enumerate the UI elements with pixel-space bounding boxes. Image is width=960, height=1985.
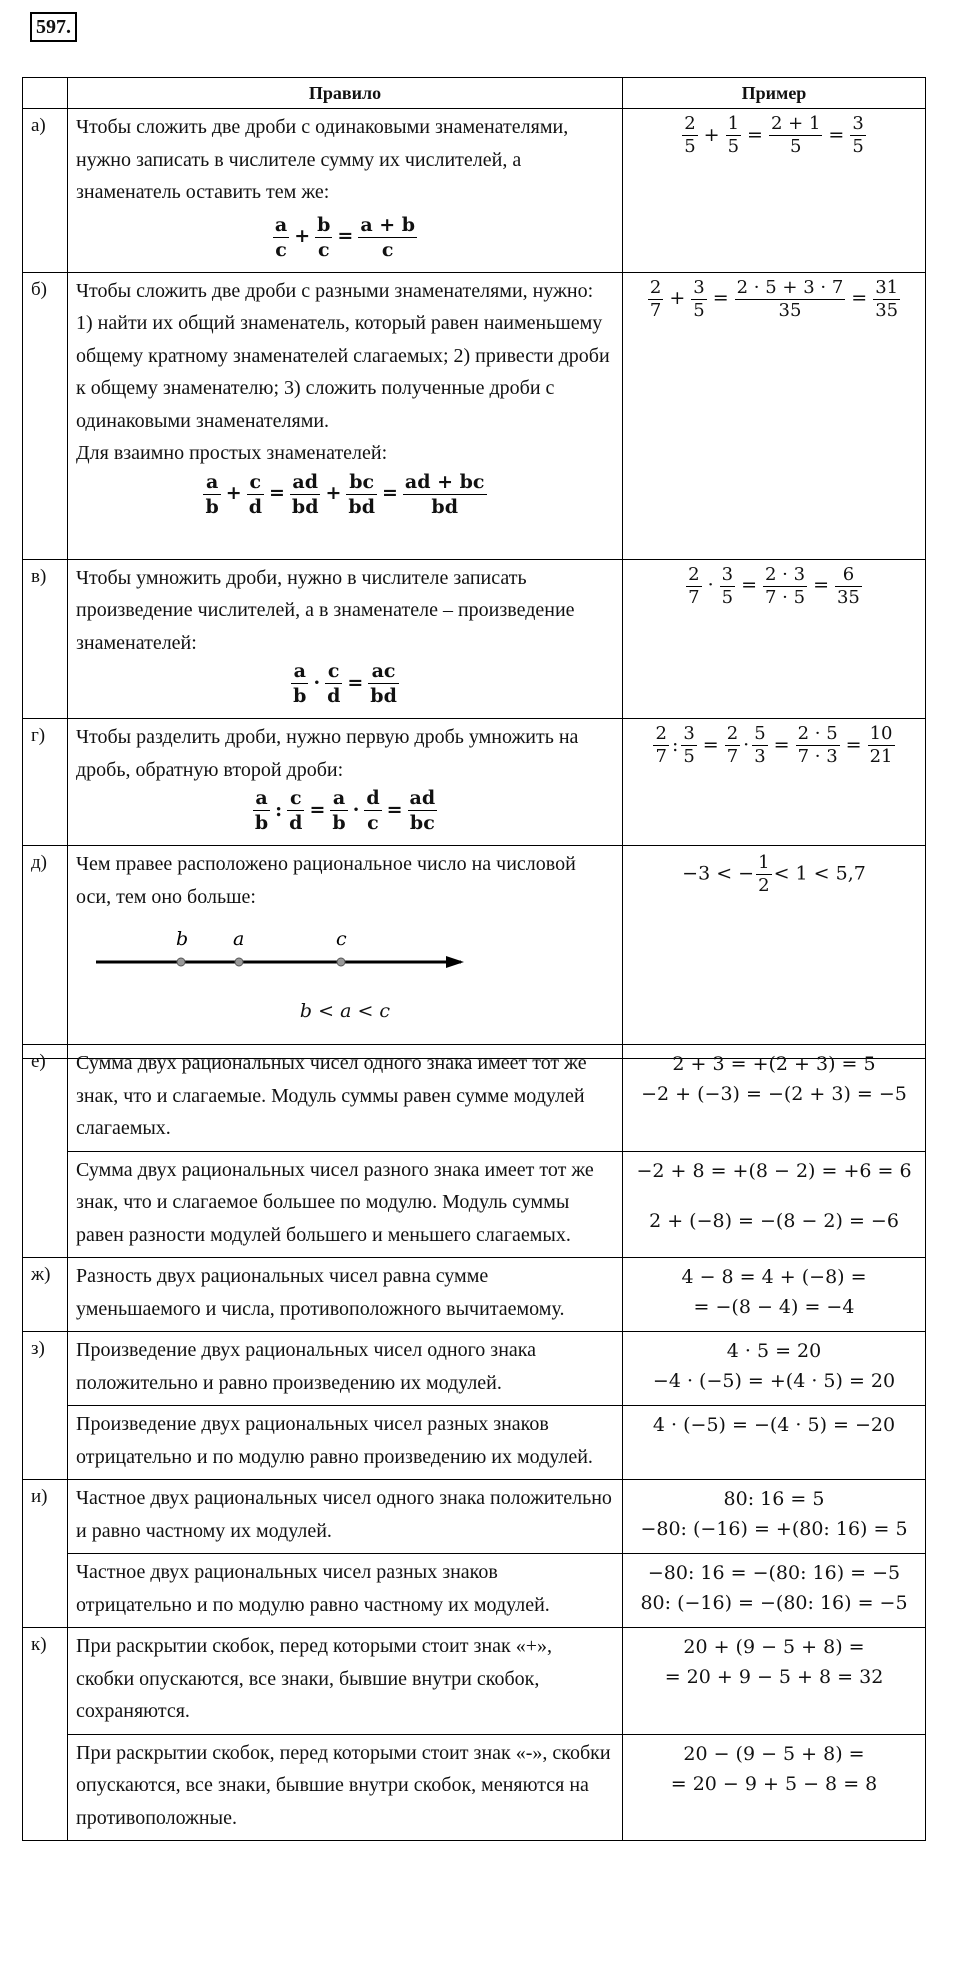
example-line: 4 · (−5) = −(4 · 5) = −20: [652, 1414, 896, 1436]
header-rule: Правило: [68, 78, 623, 109]
example-cell: $\frac{2}{5}$ + $\frac{1}{5}$ = $\frac{2 + 1}{5}$ = $\frac{3}{5}$: [623, 109, 926, 273]
example-line: −2 + 8 = +(8 − 2) = +6 = 6: [636, 1159, 912, 1182]
example-cell: −3 < − $\frac{1}{2}$ < 1 < 5,7: [623, 846, 926, 1059]
example-cell: [623, 1332, 926, 1406]
fraction: $\frac{a}{c}$: [274, 213, 288, 261]
example-cell: $\frac{2}{7}$ · $\frac{3}{5}$ = $\frac{2 \cdot 3}{7 \cdot 5}$ = $\frac{6}{35}$: [623, 559, 926, 719]
point-b: [177, 958, 185, 966]
example-line: = 20 + 9 − 5 + 8 = 32: [664, 1666, 884, 1688]
inequality: b < a < c: [299, 1000, 391, 1022]
rule-formula: $\frac{a}{b}$ : $\frac{c}{d}$ = $\frac{a}{b}$ · $\frac{d}{c}$ = $\frac{ad}{bc}$: [254, 787, 436, 834]
rule-text: Разность двух рациональных чисел равна сумме уменьшаемого и числа, противоположного вычитаемому.: [68, 1258, 623, 1332]
row-letter: е): [23, 1045, 68, 1258]
example-cell: $\frac{2}{7}$ + $\frac{3}{5}$ = $\frac{2 \cdot 5 + 3 \cdot 7}{35}$ = $\frac{31}{35}$: [623, 272, 926, 559]
row-letter: б): [23, 272, 68, 559]
example-line: 20 + (9 − 5 + 8) =: [683, 1636, 865, 1658]
rule-text: Частное двух рациональных чисел одного знака положительно и равно частному их модулей.: [68, 1480, 623, 1554]
example-cell: [623, 1258, 926, 1332]
header-example: Пример: [623, 78, 926, 109]
table-row: [23, 1734, 926, 1841]
table-row: [23, 1332, 926, 1406]
rule-formula: $\frac{a}{c}$ + $\frac{b}{c}$ = $\frac{a + b}{c}$: [274, 213, 416, 261]
fraction: $\frac{3}{5}$: [852, 113, 864, 157]
rule-text: При раскрытии скобок, перед которыми стоит знак «+», скобки опускаются, все знаки, бывшие внутри скобок, сохраняются.: [68, 1628, 623, 1735]
table-header-row: [23, 78, 926, 109]
rule-text: Чтобы сложить две дроби с разными знаменателями, нужно: 1) найти их общий знаменатель, который равен наименьшему общему кратному знаменателей слагаемых; 2) привести дроби к общему знаменателю; 3) сложить полученные дроби с одинаковыми знаменателями.: [76, 279, 610, 432]
number-line: [76, 919, 496, 989]
row-letter: д): [23, 846, 68, 1059]
row-letter: з): [23, 1332, 68, 1480]
rule-formula: $\frac{a}{b}$ + $\frac{c}{d}$ = $\frac{ad}{bd}$ + $\frac{bc}{bd}$ = $\frac{ad + bc}{bd}$: [205, 470, 485, 518]
rule-text-2: Для взаимно простых знаменателей:: [76, 442, 388, 464]
axis-arrow-icon: [446, 956, 464, 968]
header-empty: [23, 78, 68, 109]
rule-text: Чем правее расположено рациональное число на числовой оси, тем оно больше:: [76, 853, 576, 908]
rule-text: При раскрытии скобок, перед которыми стоит знак «-», скобки опускаются, все знаки, бывшие внутри скобок, меняются на противоположные.: [68, 1734, 623, 1841]
table-row: [23, 719, 926, 846]
example-line: 2 + 3 = +(2 + 3) = 5: [672, 1053, 876, 1075]
fraction: $\frac{1}{5}$: [727, 113, 740, 157]
point-c: [337, 958, 345, 966]
fraction: $\frac{b}{c}$: [317, 213, 331, 261]
point-a: [235, 958, 243, 966]
row-letter: г): [23, 719, 68, 846]
example-line: 4 · 5 = 20: [726, 1340, 822, 1362]
example-line: 80: (−16) = −(80: 16) = −5: [640, 1592, 908, 1614]
table-row: [23, 1151, 926, 1258]
table-row: [23, 1045, 926, 1152]
rule-text: Сумма двух рациональных чисел одного знака имеет тот же знак, что и слагаемые. Модуль суммы равен сумме модулей слагаемых.: [68, 1045, 623, 1152]
example-cell: [623, 1628, 926, 1735]
row-letter: к): [23, 1628, 68, 1841]
table-row: [23, 1258, 926, 1332]
rule-formula: $\frac{a}{b}$ · $\frac{c}{d}$ = $\frac{ac}{bd}$: [293, 660, 397, 707]
rules-table-1: [22, 77, 926, 1059]
label-b: b: [176, 928, 189, 950]
rule-cell: [68, 109, 623, 273]
row-letter: в): [23, 559, 68, 719]
row-letter: ж): [23, 1258, 68, 1332]
row-letter: а): [23, 109, 68, 273]
example-line: 80: 16 = 5: [723, 1488, 825, 1510]
rules-table-2: [22, 1044, 926, 1841]
task-number: 597.: [30, 12, 77, 42]
example-line: 20 − (9 − 5 + 8) =: [683, 1742, 865, 1765]
rule-text: Чтобы умножить дроби, нужно в числителе записать произведение числителей, а в знаменателе – произведение знаменателей:: [76, 566, 575, 654]
rule-text: Произведение двух рациональных чисел разных знаков отрицательно и по модулю равно произведению их модулей.: [68, 1406, 623, 1480]
rule-text: Чтобы разделить дроби, нужно первую дробь умножить на дробь, обратную второй дроби:: [76, 726, 579, 781]
rule-text: Произведение двух рациональных чисел одного знака положительно и равно произведению их модулей.: [68, 1332, 623, 1406]
example-line: −2 + (−3) = −(2 + 3) = −5: [641, 1083, 907, 1105]
example-cell: [623, 1045, 926, 1152]
table-row: [23, 1554, 926, 1628]
fraction: $\frac{a + b}{c}$: [360, 213, 416, 261]
row-letter: и): [23, 1480, 68, 1628]
table-row: [23, 272, 926, 559]
example-cell: [623, 1406, 926, 1480]
example-right: < 1 < 5,7: [773, 862, 866, 885]
table-row: [23, 846, 926, 1059]
table-row: [23, 1406, 926, 1480]
rule-cell: [68, 719, 623, 846]
fraction: $\frac{2 + 1}{5}$: [770, 113, 821, 157]
example-line: = 20 − 9 + 5 − 8 = 8: [670, 1772, 878, 1795]
rule-text: Частное двух рациональных чисел разных знаков отрицательно и по модулю равно частному их модулей.: [68, 1554, 623, 1628]
rule-text: Сумма двух рациональных чисел разного знака имеет тот же знак, что и слагаемое большее по модулю. Модуль суммы равен разности модулей большего и меньшего слагаемых.: [68, 1151, 623, 1258]
example-cell: [623, 1734, 926, 1841]
example-line: −80: (−16) = +(80: 16) = 5: [640, 1518, 908, 1540]
example-line: −80: 16 = −(80: 16) = −5: [647, 1562, 901, 1584]
example-line: = −(8 − 4) = −4: [693, 1296, 855, 1318]
label-a: a: [233, 928, 245, 950]
table-row: [23, 1628, 926, 1735]
fraction: $\frac{2}{5}$: [684, 113, 696, 157]
rule-cell: [68, 272, 623, 559]
table-row: [23, 559, 926, 719]
rule-cell: [68, 559, 623, 719]
table-row: [23, 1480, 926, 1554]
example-line: 2 + (−8) = −(8 − 2) = −6: [649, 1209, 899, 1232]
example-cell: $\frac{2}{7}$ : $\frac{3}{5}$ = $\frac{2}{7}$ · $\frac{5}{3}$ = $\frac{2 \cdot 5}{7 \cdot 3}$ = $\frac{10}{21}$: [623, 719, 926, 846]
label-c: c: [336, 928, 347, 950]
table-row: [23, 109, 926, 273]
example-cell: [623, 1151, 926, 1258]
example-line: 4 − 8 = 4 + (−8) =: [681, 1266, 867, 1288]
example-line: −4 · (−5) = +(4 · 5) = 20: [652, 1370, 896, 1392]
example-cell: [623, 1480, 926, 1554]
rule-cell: [68, 846, 623, 1059]
example-cell: [623, 1554, 926, 1628]
example-left: −3 < −: [682, 862, 755, 885]
rule-text: Чтобы сложить две дроби с одинаковыми знаменателями, нужно записать в числителе сумму их числителей, а знаменатель оставить тем же:: [76, 116, 569, 203]
